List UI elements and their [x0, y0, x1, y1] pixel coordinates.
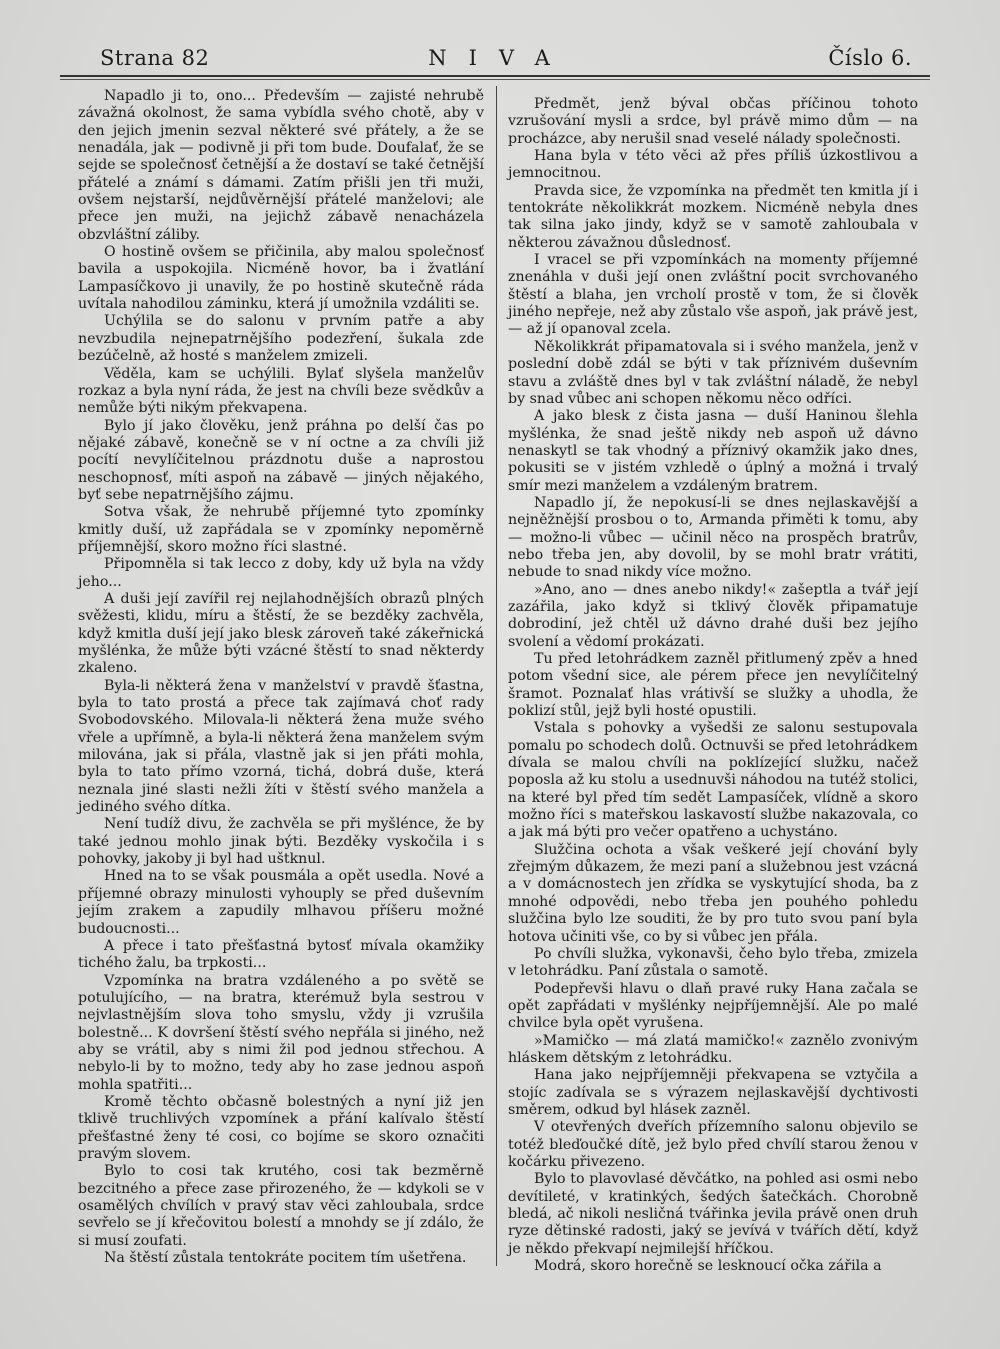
- paragraph: Hana byla v této věci až přes příliš úzkostlivou a jemnocitnou.: [508, 148, 918, 182]
- issue-number: Číslo 6.: [828, 46, 912, 70]
- header-rule-thin: [60, 79, 930, 80]
- paragraph: Napadlo jí, že nepokusí-li se dnes nejlaskavější a nejněžnější prosbou o to, Armanda přiměti k tomu, aby — možno-li vůbec — učinil něco na prospěch bratrův, nebo třeba jen, aby dovolil, by se mohl bratr vrátiti, nebude to snad nikdy více možno.: [508, 494, 918, 581]
- paragraph: Věděla, kam se uchýlili. Bylať slyšela manželův rozkaz a byla nyní ráda, že jest na chvíli beze svědkův a nemůže býti nikým překvapena.: [78, 365, 484, 417]
- paragraph: V otevřených dveřích přízemního salonu objevilo se totéž bleďoučké dítě, jež bylo před chvílí starou ženou v kočárku přivezeno.: [508, 1119, 918, 1170]
- paragraph: Sotva však, že nehrubě příjemné tyto zpomínky kmitly duší, už zapřádala se v zpomínky nepoměrně příjemnější, skoro možno říci slastné.: [78, 504, 484, 555]
- paragraph: Hned na to se však pousmála a opět usedla. Nové a příjemné obrazy minulosti vyhouply se před duševním jejím zrakem a zapudily mlhavou příšeru možné budoucnosti...: [78, 868, 484, 937]
- paragraph: I vracel se při vzpomínkách na momenty příjemné znenáhla v duši její onen zvláštní pocit svrchovaného štěstí a blaha, jen vrcholí prostě v tom, že si člověk jiného nepřeje, než aby zůstalo vše aspoň, jak právě jest, — až jí opanoval zcela.: [508, 252, 918, 338]
- paragraph: »Mamičko — má zlatá mamičko!« zaznělo zvonivým hláskem dětským z letohrádku.: [508, 1032, 918, 1066]
- paragraph: Bylo jí jako člověku, jenž práhna po delší čas po nějaké zábavě, konečně se v ní octne a za chvíli již pocítí nevylíčitelnou prázdnotu duše a naprostou neschopnosť, míti aspoň na zábavě — jiných nějakého, byť sebe nepatrnějšího zájmu.: [78, 417, 484, 503]
- paragraph: Služčina ochota a však veškeré její chování byly zřejmým důkazem, že mezi paní a služebnou jest vzácná a v domácnostech jen zřídka se vyskytující shoda, ba z mnohé odpovědi, nebo třeba jen pouhého pohledu služčina bylo lze souditi, že by pro tuto svou paní byla hotova učiniti vše, co by si vůbec jen přála.: [508, 841, 918, 945]
- paragraph: Kromě těchto občasně bolestných a nyní již jen tklivě truchlivých vzpomínek a přání kalívalo štěstí přešťastné ženy té cosi, co bojíme se skoro označiti pravým slovem.: [78, 1093, 484, 1162]
- paragraph: Podepřevši hlavu o dlaň pravé ruky Hana začala se opět zapřádati v myšlénky nejpříjemnější. Ale po malé chvilce byla opět vyrušena.: [508, 980, 918, 1032]
- paragraph: Předmět, jenž býval občas příčinou tohoto vzrušování mysli a srdce, byl právě mimo dům — na procházce, aby nerušil snad veselé nálady společnosti.: [508, 96, 918, 147]
- paragraph: Na štěstí zůstala tentokráte pocitem tím ušetřena.: [104, 1250, 467, 1267]
- paragraph: Po chvíli služka, vykonavši, čeho bylo třeba, zmizela v letohrádku. Paní zůstala o samotě.: [508, 945, 918, 980]
- paragraph: Napadlo ji to, ono... Především — zajisté nehrubě závažná okolnost, že sama vybídla svého chotě, aby v den jejich jmenin sezval některé své přátely, a že se nenadála, jak — podivně ji při tom bude. Doufalať, že se sejde se společnosť četnější a že dostaví se také četnější přátelé a známí s dámami. Zatím přišli jen tři muži, ovšem nejstarší, nejdůvěrnější přátelé manželovi; ale přece jen muži, na jejichž zábavě nenacházela obzvláštní záliby.: [78, 88, 484, 243]
- paragraph: Vstala s pohovky a vyšedši ze salonu sestupovala pomalu po schodech dolů. Octnuvši se před letohrádkem dívala se malou chvíli na poklízející služku, načež poposla až ku stolu a usednuvši náhodou na tutéž stolici, na které byl před tím sedět Lampasíček, vlídně a skoro možno říci s mateřskou laskavostí službe nakazovala, co a jak má býti pro večer opatřeno a uchystáno.: [508, 720, 918, 841]
- periodical-title: NIVA: [428, 46, 572, 70]
- paragraph: A duši její zavířil rej nejlahodnějších obrazů plných svěžesti, klidu, míru a štěstí, že se bezděky zachvěla, když kmitla duší její jako blesk zároveň také zákeřnická myšlénka, že může býti vzácné štěstí to snad některdy zkaleno.: [78, 590, 484, 677]
- paragraph: Byla-li některá žena v manželství v pravdě šťastna, byla to tato prostá a přece tak zajímavá choť rady Svobodovského. Milovala-li některá žena muže svého vřele a upřímně, a byla-li některá žena manželem svým milována, jak si přála, vlastně jak si jen přáti mohla, byla to tato přímo vzorná, tichá, dobrá duše, která neznala jiné slasti nežli žíti v štěstí svého manžela a jediného svého dítka.: [78, 677, 484, 816]
- paragraph: Modrá, skoro horečně se lesknoucí očka zářila a: [534, 1258, 882, 1275]
- paragraph: Uchýlila se do salonu v prvním patře a aby nevzbudila nejnepatrnějšího podezření, šukala zde bezúčelně, až hosté s manželem zmizeli.: [78, 313, 484, 365]
- right-column: [508, 96, 918, 1275]
- paragraph: A přece i tato přešťastná bytosť mívala okamžiky tichého žalu, ba trpkosti...: [78, 937, 484, 972]
- column-divider: [496, 86, 497, 1266]
- paragraph: Pravda sice, že vzpomínka na předmět ten kmitla jí i tentokráte několikkrát mozkem. Nicméně nebyla dnes tak silna jako jindy, když se v samotě zahloubala v některou závažnou důslednosť.: [508, 182, 918, 251]
- page-number: Strana 82: [100, 46, 210, 70]
- paragraph: A jako blesk z čista jasna — duší Haninou šlehla myšlénka, že snad ještě nikdy neb aspoň už dávno nenaskytl se tak vhodný a příznivý okamžik jako dnes, pokusiti se v jistém vzhledě o úplný a možná i trvalý smír mezi manželem a vzdáleným bratrem.: [508, 408, 918, 494]
- paragraph: Není tudíž divu, že zachvěla se při myšlénce, že by také jednou mohlo jinak býti. Bezděky vyskočila i s pohovky, jakoby ji byl had uštknul.: [78, 816, 484, 868]
- paragraph: Několikkrát připamatovala si i svého manžela, jenž v poslední době zdál se býti v tak příznivém duševním stavu a zvláště dnes byl v tak zvláštní náladě, že nebyl by snad vůbec ani schopen někomu něco odříci.: [508, 338, 918, 407]
- left-column: [78, 88, 484, 1267]
- paragraph: Připomněla si tak lecco z doby, kdy už byla na vždy jeho...: [78, 556, 484, 590]
- header-rule: [60, 75, 930, 77]
- paragraph: Bylo to cosi tak krutého, cosi tak bezměrně bezcitného a přece zase přirozeného, že — kdykoli se v osamělých chvílích v pravý stav věci zahloubala, srdce sevřelo se jí křečovitou bolestí a mnohdy se jí zdálo, že si musí zoufati.: [78, 1163, 484, 1249]
- paragraph: Vzpomínka na bratra vzdáleného a po světě se potulujícího, — na bratra, kterémuž byla sestrou v nejvlastnějším slova toho smyslu, vždy ji vzrušila bolestně... K dovršení štěstí svého nepřála si jiného, než aby se vrátil, aby s nimi žil pod jednou střechou. A nebylo-li by to možno, tedy aby ho zase jednou aspoň mohla spatřiti...: [78, 972, 484, 1093]
- paragraph: O hostině ovšem se přičinila, aby malou společnosť bavila a uspokojila. Nicméně hovor, ba i žvatlání Lampasíčkovo ji unavily, že po hostině skutečně ráda uvítala nahodilou záminku, která jí umožnila vzdáliti se.: [78, 244, 484, 313]
- page-header: [88, 46, 912, 74]
- paragraph: Tu před letohrádkem zazněl přitlumený zpěv a hned potom všední sice, ale pérem přece jen nevylíčitelný šramot. Poznalať hlas vrátivší se služky a uhodla, že poklizí stůl, jejž byli hosté opustili.: [508, 651, 918, 720]
- paragraph: »Ano, ano — dnes anebo nikdy!« zašeptla a tvář její zazářila, jako když si tklivý člověk připamatuje dobrodiní, jež chtěl už dávno drahé duši bez jejího svolení a vědomí prokázati.: [508, 581, 918, 650]
- paragraph: Bylo to plavovlasé děvčátko, na pohled asi osmi nebo devítileté, v kratinkých, šedých šatečkách. Chorobně bledá, ač nikoli nesličná tvářinka jevila právě onen druh ryze dětinské radosti, jaký se jevívá v tvářích dětí, když je někdo překvapí nejmilejší hříčkou.: [508, 1171, 918, 1257]
- paragraph: Hana jako nejpříjemněji překvapena se vztyčila a stojíc zadívala se s výrazem nejlaskavější dychtivosti směrem, odkud byl hlásek zazněl.: [508, 1067, 918, 1118]
